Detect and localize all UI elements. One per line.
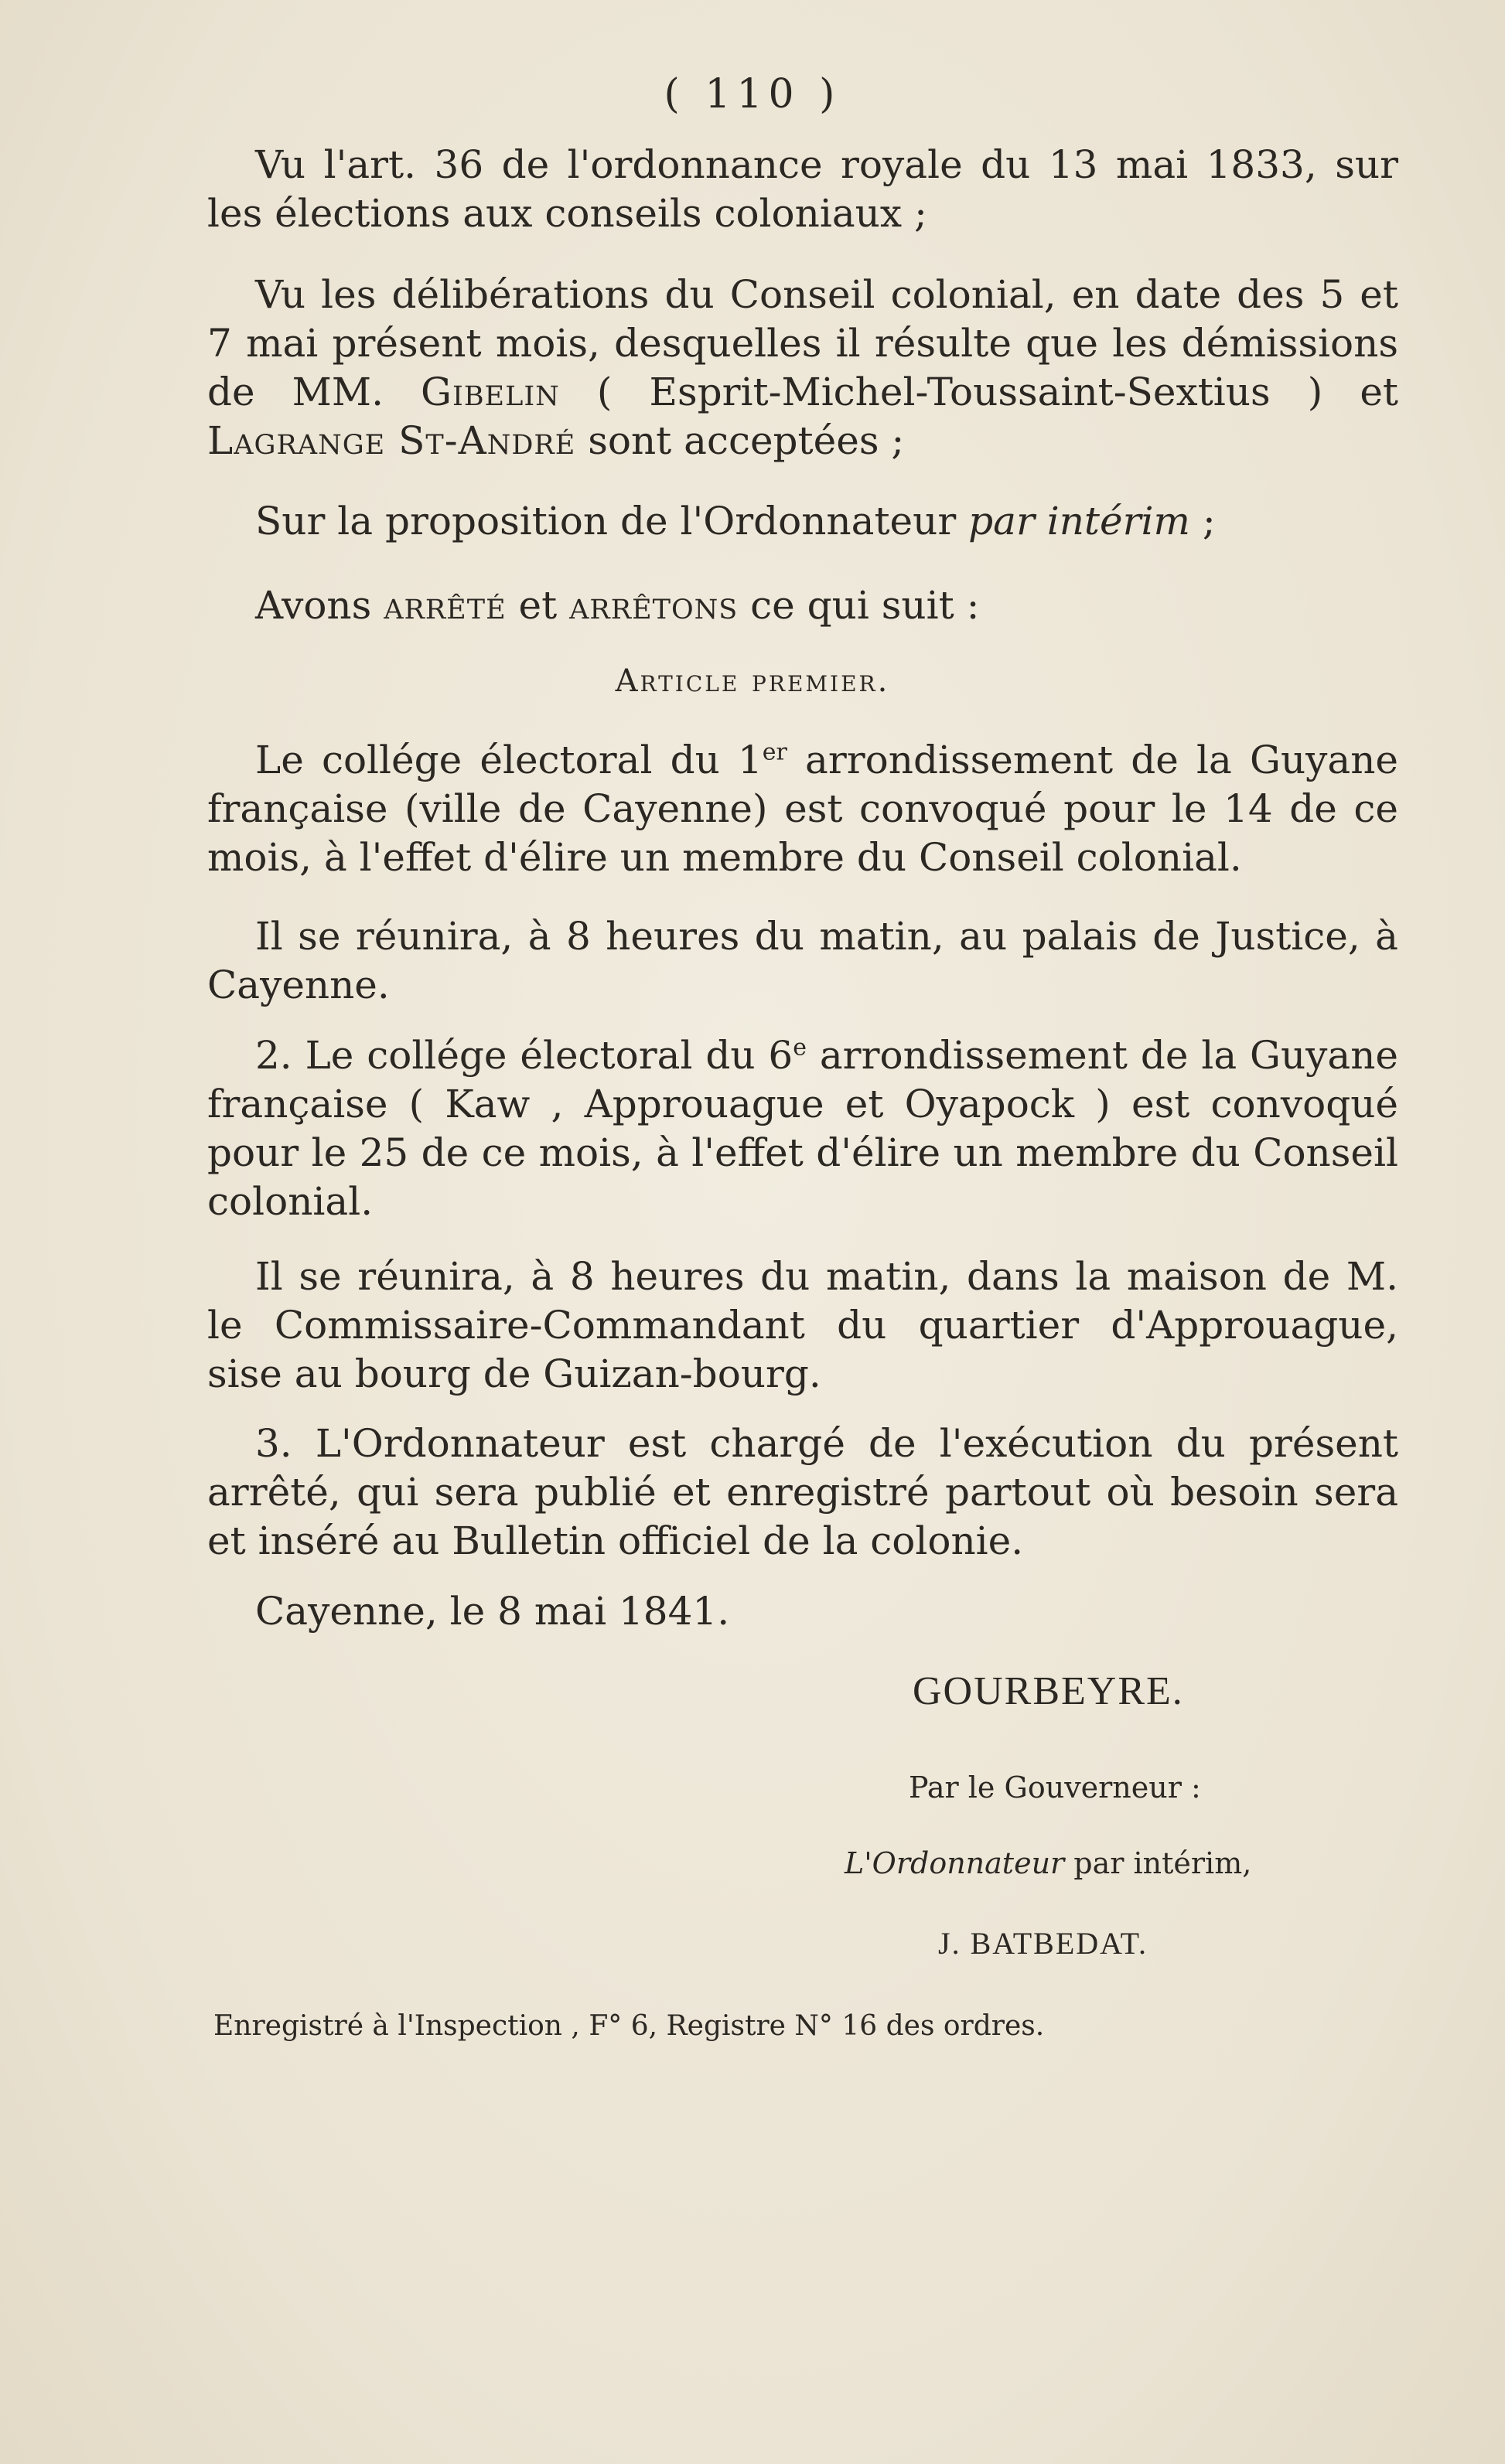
paragraph-reunion-2 [207, 1252, 1398, 1399]
italic-par-interim: par intérim [968, 499, 1190, 544]
text: 2. Le collége électoral du 6 [255, 1033, 793, 1078]
text: Avons [255, 583, 384, 628]
text: Cayenne, le 8 mai 1841. [255, 1589, 730, 1634]
article-heading: Article premier. [615, 663, 890, 699]
text: Le collége électoral du 1 [255, 738, 763, 782]
word-arretons: arrêtons [569, 583, 739, 628]
text: Il se réunira, à 8 heures du matin, au palais de Justice, à Cayenne. [207, 914, 1398, 1007]
text: ; [1189, 499, 1216, 544]
text: arrondissement de la Guyane française (ville de Cayenne) est convoqué pour le 14 de ce mois, à l'effet d'élire un membre du Conseil colonial. [207, 738, 1398, 880]
text: 3. L'Ordonnateur est chargé de l'exécution du présent arrêté, qui sera publié et enregistré partout où besoin sera et inséré au Bulletin officiel de la colonie. [207, 1421, 1398, 1563]
role-italic: L'Ordonnateur [845, 1846, 1065, 1880]
paragraph-article-2 [207, 1031, 1398, 1226]
text: Vu les délibérations du Conseil colonial, en date des 5 et 7 mai présent mois, desquelles il résulte que les démissions de MM. [207, 272, 1398, 414]
text: ( Esprit-Michel-Toussaint-Sextius ) et [559, 370, 1398, 414]
text: ce qui suit : [738, 583, 980, 628]
superscript: e [793, 1034, 807, 1062]
text: arrondissement de la Guyane française ( Kaw , Approuague et Oyapock ) est convoqué pour le 25 de ce mois, à l'effet d'élire un membre du Conseil colonial. [207, 1033, 1398, 1224]
signature-by-line: Par le Gouverneur : [909, 1770, 1201, 1805]
word-arrete: arrêté [384, 583, 507, 628]
footer-registration: Enregistré à l'Inspection , F° 6, Registre N° 16 des ordres. [213, 2010, 1045, 2042]
superscript: er [762, 738, 787, 766]
role-rest: par intérim, [1064, 1846, 1252, 1880]
text: Il se réunira, à 8 heures du matin, dans la maison de M. le Commissaire-Commandant du quartier d'Approuague, sise au bourg de Guizan-bourg. [207, 1254, 1398, 1396]
paragraph-sur-proposition [207, 497, 1398, 546]
paragraph-vu-art [207, 141, 1398, 238]
paragraph-article-1 [207, 736, 1398, 882]
text: Vu l'art. 36 de l'ordonnance royale du 13 mai 1833, sur les élections aux conseils coloniaux ; [207, 142, 1398, 236]
signature-governor: GOURBEYRE. [913, 1669, 1184, 1713]
text: sont acceptées ; [575, 418, 905, 463]
paragraph-avons-arrete [207, 581, 1398, 630]
name-gibelin: Gibelin [421, 370, 560, 414]
paragraph-date [207, 1587, 1398, 1636]
paragraph-reunion-1 [207, 912, 1398, 1010]
text: et [506, 583, 570, 628]
signature-ordonnateur: J. BATBEDAT. [938, 1926, 1148, 1961]
page-number: ( 110 ) [664, 71, 841, 118]
name-lagrange: Lagrange St-André [207, 418, 576, 463]
signature-role-line [845, 1846, 1251, 1880]
paragraph-vu-deliberations [207, 271, 1398, 465]
text: Sur la proposition de l'Ordonnateur [255, 499, 969, 544]
paragraph-article-3 [207, 1419, 1398, 1566]
